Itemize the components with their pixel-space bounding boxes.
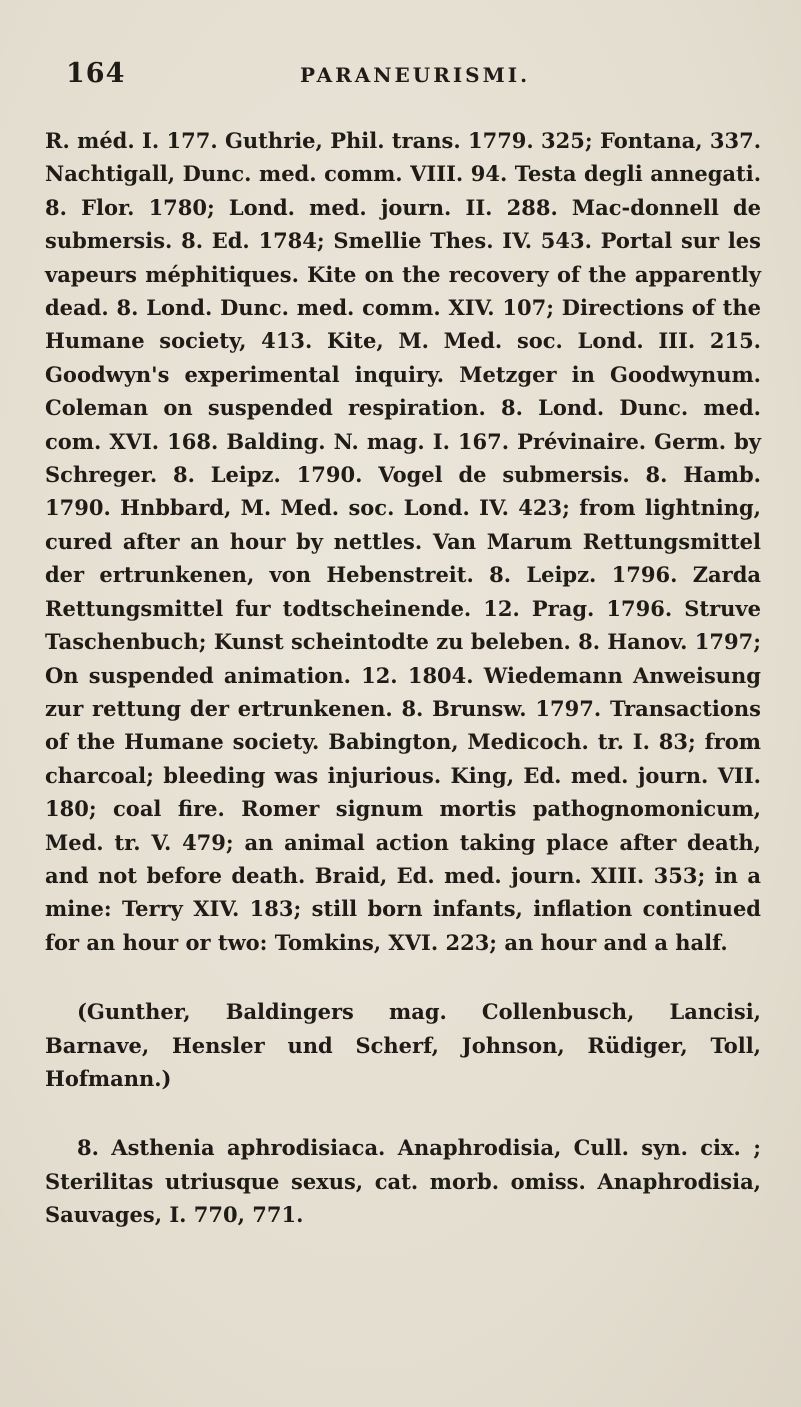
page-number: 164 (66, 58, 126, 89)
running-head (45, 58, 761, 94)
paragraph-asthenia-aphrodisiaca: 8. Asthenia aphrodisiaca. Anaphrodisia, Cull. syn. cix. ; Sterilitas utriusque sexus, cat. morb. omiss. Anaphrodisia, Sauvages, I. 770, 771. (45, 1135, 761, 1228)
running-title: PARANEURISMI. (300, 63, 531, 87)
paragraph-authorities: (Gunther, Baldingers mag. Collenbusch, Lancisi, Barnave, Hensler und Scherf, Johnson, Rüdiger, Toll, Hofmann.) (45, 999, 761, 1091)
body-text (45, 124, 761, 1232)
paragraph-references: R. méd. I. 177. Guthrie, Phil. trans. 1779. 325; Fontana, 337. Nachtigall, Dunc. med. comm. VIII. 94. Testa degli annegati. 8. Flor. 1780; Lond. med. journ. II. 288. Mac-donnell de submersis. 8. Ed. 1784; Smellie Thes. IV. 543. Portal sur les vapeurs méphitiques. Kite on the recovery of the apparently dead. 8. Lond. Dunc. med. comm. XIV. 107; Directions of the Humane society, 413. Kite, M. Med. soc. Lond. III. 215. Goodwyn's experimental inquiry. Metzger in Goodwynum. Coleman on suspended respiration. 8. Lond. Dunc. med. com. XVI. 168. Balding. N. mag. I. 167. Prévinaire. Germ. by Schreger. 8. Leipz. 1790. Vogel de submersis. 8. Hamb. 1790. Hnbbard, M. Med. soc. Lond. IV. 423; from lightning, cured after an hour by nettles. Van Marum Rettungsmittel der ertrunkenen, von Hebenstreit. 8. Leipz. 1796. Zarda Rettungsmittel fur todtscheinende. 12. Prag. 1796. Struve Taschenbuch; Kunst scheintodte zu beleben. 8. Hanov. 1797; On suspended animation. 12. 1804. Wiedemann Anweisung zur rettung der ertrunkenen. 8. Brunsw. 1797. Transactions of the Humane society. Babington, Medicoch. tr. I. 83; from charcoal; bleeding was injurious. King, Ed. med. journ. VII. 180; coal fire. Romer signum mortis pathognomonicum, Med. tr. V. 479; an animal action taking place after death, and not before death. Braid, Ed. med. journ. XIII. 353; in a mine: Terry XIV. 183; still born infants, inflation continued for an hour or two: Tomkins, XVI. 223; an hour and a half. (45, 128, 761, 955)
